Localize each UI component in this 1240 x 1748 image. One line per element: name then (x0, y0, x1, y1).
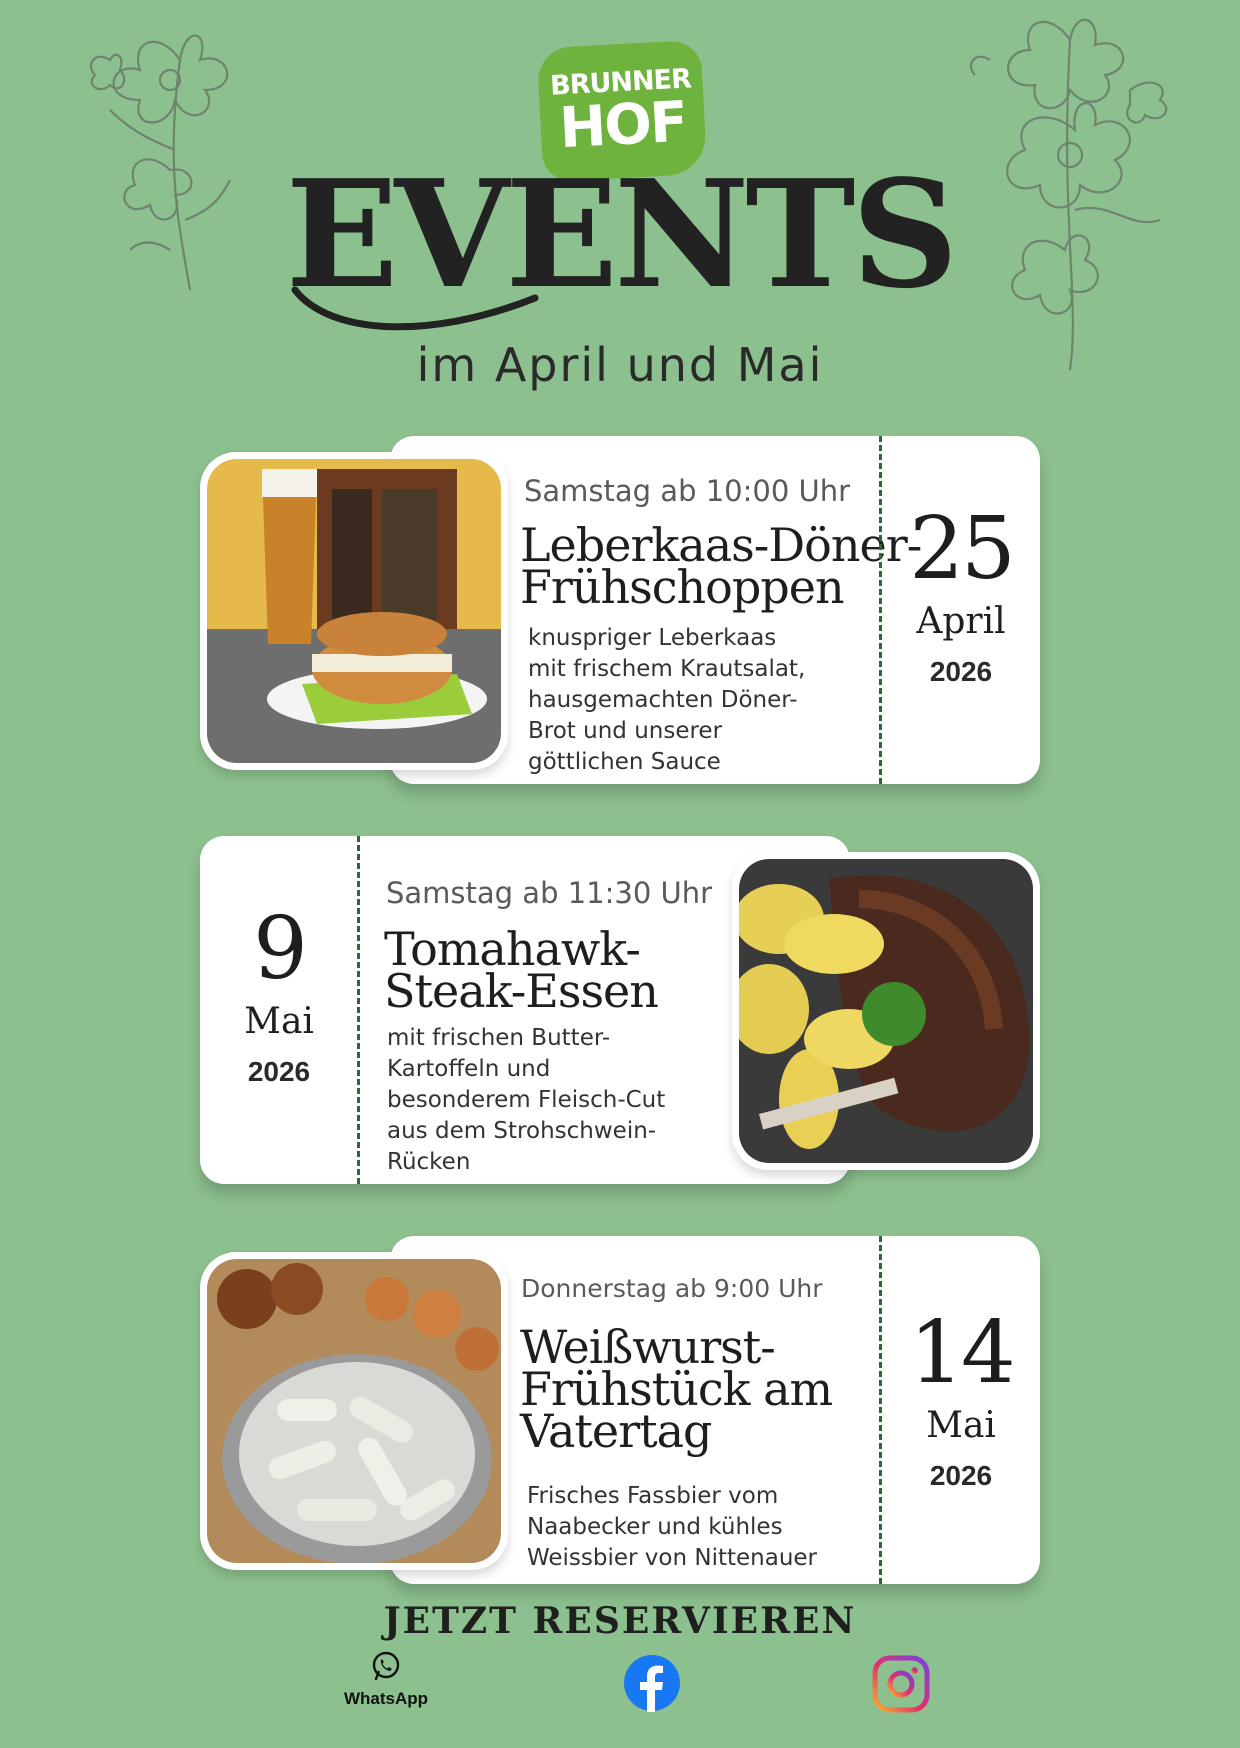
event-3-title (520, 1320, 833, 1458)
event-1-title (520, 518, 922, 614)
event-3-title-line3: Vatertag (520, 1404, 712, 1458)
event-3-time: Donnerstag ab 9:00 Uhr (521, 1274, 823, 1303)
whatsapp-icon (370, 1650, 402, 1682)
event-2-month: Mai (244, 1001, 314, 1042)
event-1-desc-line: göttlichen Sauce (528, 749, 721, 775)
reserve-cta[interactable]: JETZT RESERVIEREN (383, 1600, 857, 1642)
beer-and-doner-photo (207, 459, 501, 763)
event-3-date (882, 1303, 1040, 1492)
event-1-desc-line: knuspriger Leberkaas (528, 625, 777, 651)
event-2-day: 9 (253, 899, 305, 999)
event-1-desc-line: hausgemachten Döner- (528, 687, 798, 713)
event-1-desc-line: Brot und unserer (528, 718, 723, 744)
event-1-time: Samstag ab 10:00 Uhr (524, 474, 851, 508)
event-2-divider (357, 836, 360, 1184)
event-1-day: 25 (909, 499, 1013, 599)
event-3-desc-line: Frisches Fassbier vom (527, 1483, 779, 1509)
event-1-photo-frame (200, 452, 508, 770)
event-1-year: 2026 (929, 656, 993, 687)
event-1-month: April (916, 601, 1006, 642)
event-2-date (200, 899, 358, 1088)
event-2-time: Samstag ab 11:30 Uhr (386, 876, 713, 910)
event-3-desc-line: Weissbier von Nittenauer (527, 1545, 818, 1571)
event-3-photo-frame (200, 1252, 508, 1570)
event-2-year: 2026 (247, 1056, 311, 1087)
event-2-desc-line: aus dem Strohschwein- (387, 1118, 657, 1144)
title-swash-icon (290, 280, 540, 340)
event-2-desc-line: mit frischen Butter- (387, 1025, 611, 1051)
weisswurst-and-pretzels-photo (207, 1259, 501, 1563)
whatsapp-label: WhatsApp (343, 1689, 429, 1708)
event-2-photo-frame (732, 852, 1040, 1170)
event-1-title-line2: Frühschoppen (520, 560, 844, 614)
event-2-title (384, 922, 658, 1018)
event-3-description (527, 1481, 817, 1574)
event-3-title-line1: Weißwurst- (520, 1320, 775, 1374)
event-2-description (387, 1023, 665, 1178)
event-1-title-line1: Leberkaas-Döner- (520, 518, 922, 572)
whatsapp-link[interactable] (336, 1650, 436, 1709)
event-3-day: 14 (909, 1303, 1013, 1403)
steak-and-potatoes-photo (739, 859, 1033, 1163)
event-2-title-line2: Steak-Essen (384, 964, 658, 1018)
event-3-desc-line: Naabecker und kühles (527, 1514, 783, 1540)
event-2-desc-line: Kartoffeln und (387, 1056, 551, 1082)
instagram-icon (871, 1654, 931, 1714)
event-3-month: Mai (926, 1405, 996, 1446)
event-2-desc-line: Rücken (387, 1149, 471, 1175)
page-title: EVENTS (285, 147, 955, 321)
event-3-year: 2026 (929, 1460, 993, 1491)
event-1-desc-line: mit frischem Krautsalat, (528, 656, 806, 682)
event-1-description (528, 623, 805, 778)
logo-line1: BRUNNER (549, 62, 692, 102)
event-2-desc-line: besonderem Fleisch-Cut (387, 1087, 666, 1113)
instagram-link[interactable] (871, 1654, 931, 1719)
event-2-title-line1: Tomahawk- (384, 922, 640, 976)
event-1-date (882, 499, 1040, 688)
facebook-link[interactable] (623, 1654, 681, 1717)
event-3-title-line2: Frühstück am (520, 1362, 833, 1416)
facebook-icon (623, 1654, 681, 1712)
logo-line2: HOF (557, 89, 688, 161)
page-subtitle: im April und Mai (416, 338, 824, 392)
